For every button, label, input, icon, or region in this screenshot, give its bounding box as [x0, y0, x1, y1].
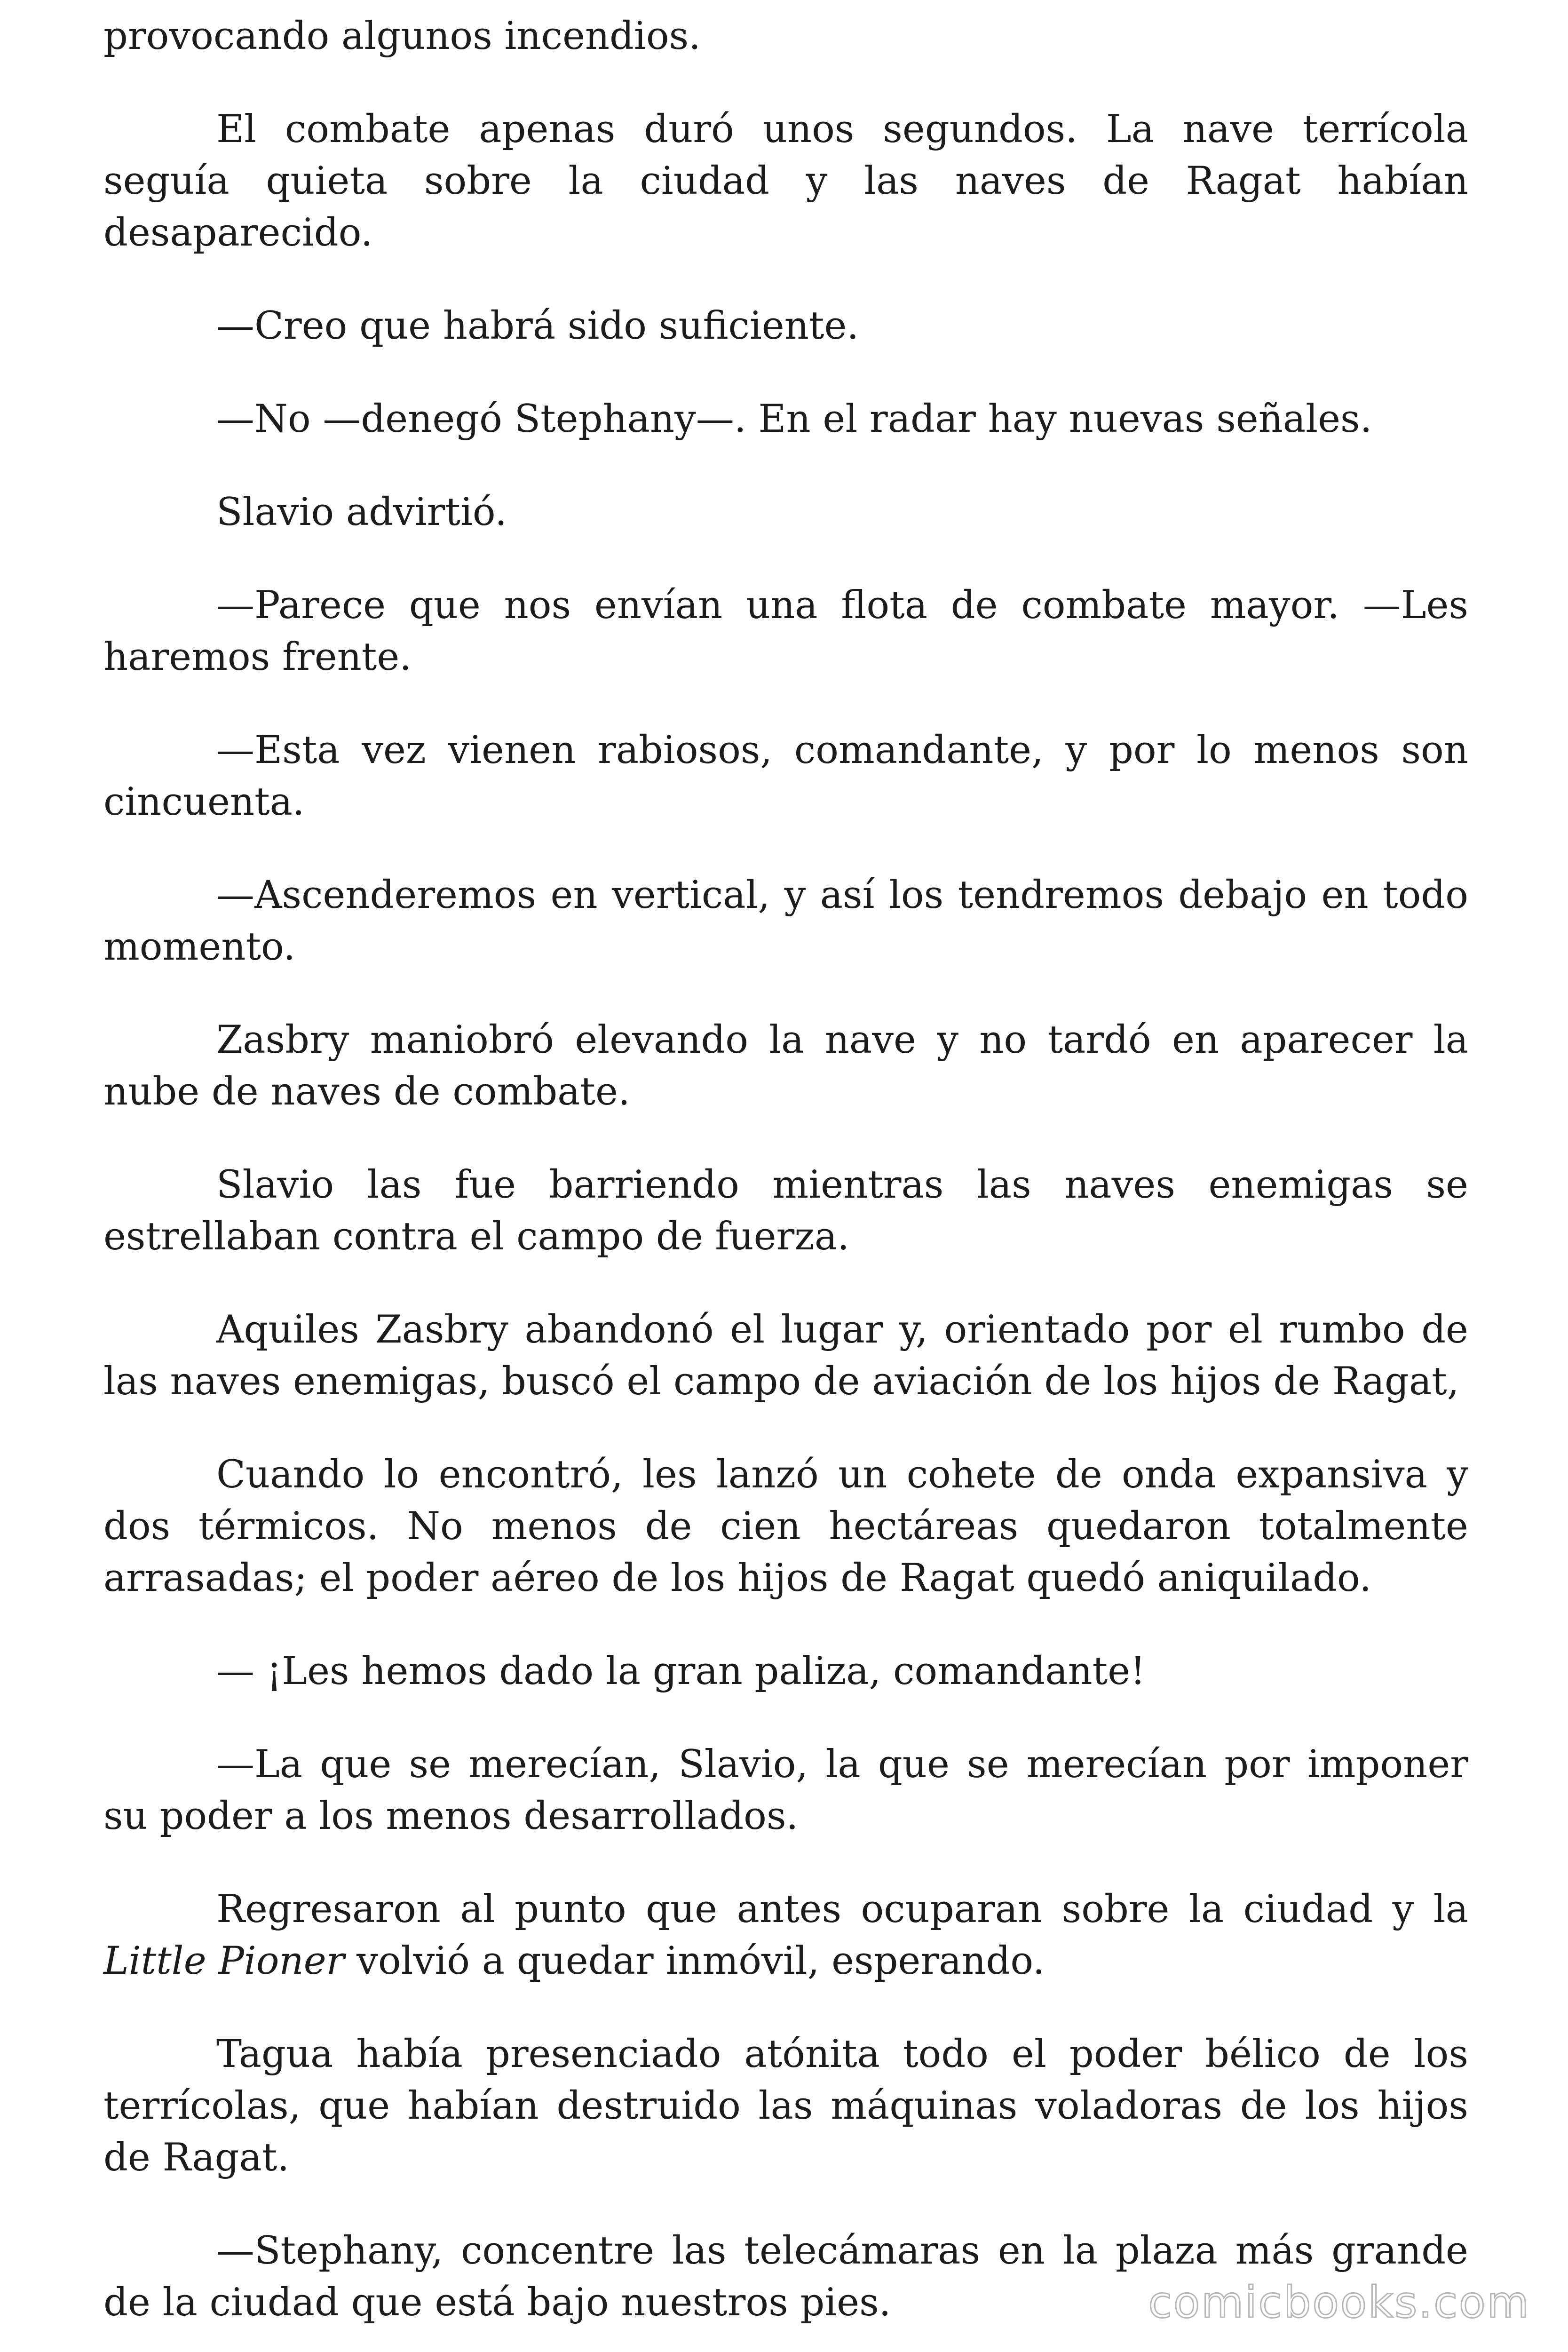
paragraph: —Parece que nos envían una flota de combate mayor. —Les haremos frente.	[103, 583, 1468, 679]
paragraph: —Esta vez vienen rabiosos, comandante, y por lo menos son cincuenta.	[103, 728, 1468, 824]
paragraph: —Creo que habrá sido suficiente.	[216, 304, 859, 348]
paragraph: El combate apenas duró unos segundos. La nave terrícola seguía quieta sobre la ciudad y las naves de Ragat habían desaparecido.	[103, 107, 1468, 255]
paragraph-text-after: volvió a quedar inmóvil, esperando.	[344, 1939, 1045, 1983]
page-body	[103, 10, 1468, 2328]
paragraph-with-ship-name	[103, 1883, 1468, 1987]
paragraph: — ¡Les hemos dado la gran paliza, comandante!	[216, 1649, 1146, 1693]
paragraph: —Ascenderemos en vertical, y así los tendremos debajo en todo momento.	[103, 873, 1468, 969]
paragraph: Aquiles Zasbry abandonó el lugar y, orientado por el rumbo de las naves enemigas, buscó el campo de aviación de los hijos de Ragat,	[103, 1308, 1468, 1404]
paragraph: Cuando lo encontró, les lanzó un cohete de onda expansiva y dos térmicos. No menos de cien hectáreas quedaron totalmente arrasadas; el poder aéreo de los hijos de Ragat quedó aniquilado.	[103, 1453, 1468, 1600]
paragraph: —Stephany, concentre las telecámaras en la plaza más grande de la ciudad que está bajo nuestros pies.	[103, 2229, 1468, 2325]
paragraph: —No —denegó Stephany—. En el radar hay nuevas señales.	[216, 397, 1372, 441]
paragraph: Slavio advirtió.	[216, 490, 507, 534]
paragraph: —La que se merecían, Slavio, la que se merecían por imponer su poder a los menos desarrollados.	[103, 1742, 1468, 1838]
paragraph: Zasbry maniobró elevando la nave y no tardó en aparecer la nube de naves de combate.	[103, 1018, 1468, 1114]
watermark: comicbooks.com	[1148, 2277, 1530, 2328]
paragraph: Slavio las fue barriendo mientras las naves enemigas se estrellaban contra el campo de fuerza.	[103, 1163, 1468, 1259]
paragraph-text-before: Regresaron al punto que antes ocuparan sobre la ciudad y la	[216, 1887, 1468, 1931]
paragraph: provocando algunos incendios.	[103, 14, 701, 58]
ship-name-italic: Little Pioner	[103, 1939, 345, 1983]
paragraph: Tagua había presenciado atónita todo el poder bélico de los terrícolas, que habían destruido las máquinas voladoras de los hijos de Ragat.	[103, 2032, 1468, 2180]
